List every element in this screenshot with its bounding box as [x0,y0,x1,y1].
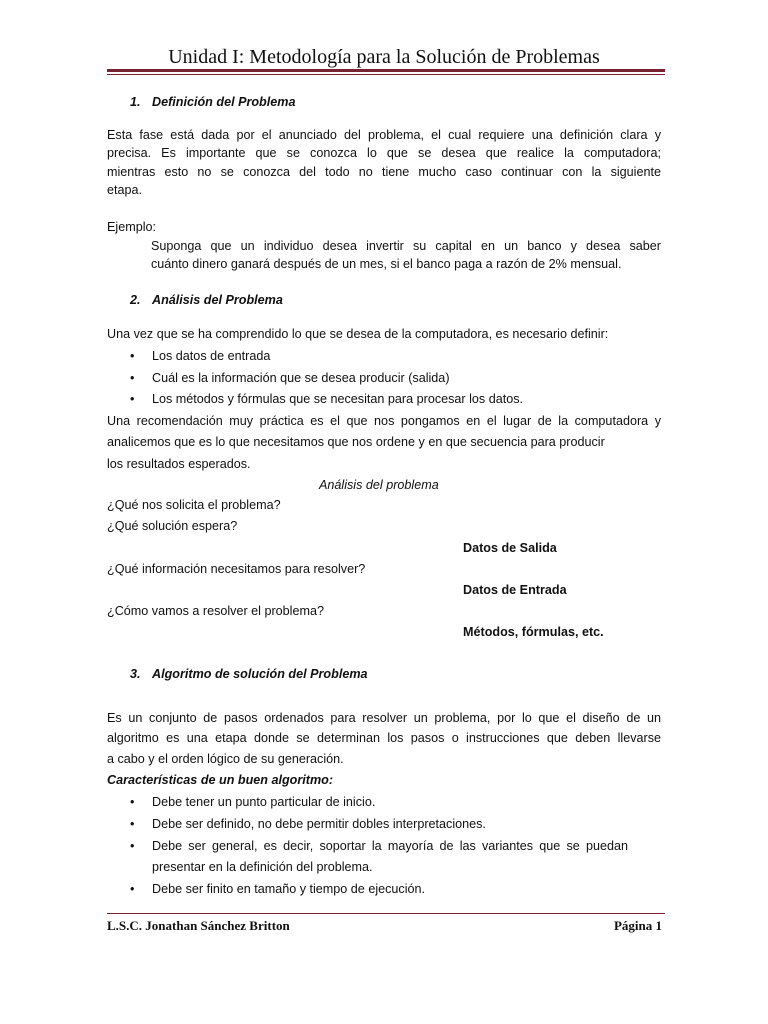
bullet-dot: • [130,839,135,853]
analysis-question: ¿Cómo vamos a resolver el problema? [107,604,324,618]
bullet-dot: • [130,371,135,385]
analysis-answer: Datos de Salida [463,541,557,555]
section3-para-line: Es un conjunto de pasos ordenados para resolver un problema, por lo que el diseño de un [107,711,661,725]
characteristics-title: Características de un buen algoritmo: [107,773,334,787]
list-item: Debe tener un punto particular de inicio. [152,795,376,809]
list-item: Cuál es la información que se desea producir (salida) [152,371,450,385]
header-rule-thick [107,69,665,72]
recommendation-line: los resultados esperados. [107,457,251,471]
example-label: Ejemplo: [107,220,156,234]
analysis-question: ¿Qué nos solicita el problema? [107,498,281,512]
list-item: Debe ser definido, no debe permitir dobles interpretaciones. [152,817,486,831]
analysis-answer: Métodos, fórmulas, etc. [463,625,604,639]
example-line: cuánto dinero ganará después de un mes, si el banco paga a razón de 2% mensual. [151,257,622,271]
section3-title: Algoritmo de solución del Problema [152,667,368,681]
list-item: Los métodos y fórmulas que se necesitan para procesar los datos. [152,392,524,406]
section1-title: Definición del Problema [152,95,296,109]
section3-para-line: a cabo y el orden lógico de su generación. [107,752,344,766]
section1-para-line: mientras esto no se conozca del todo no tiene mucho caso continuar con la siguiente [107,165,661,179]
page-header-title: Unidad I: Metodología para la Solución de Problemas [168,46,600,68]
list-item: Debe ser general, es decir, soportar la mayoría de las variantes que se puedan [152,839,628,853]
section1-para-line: precisa. Es importante que se conozca lo que se desea que realice la computadora; [107,146,661,160]
list-item-continuation: presentar en la definición del problema. [152,860,373,874]
section3-number: 3. [130,667,141,681]
bullet-dot: • [130,817,135,831]
analysis-answer: Datos de Entrada [463,583,567,597]
section2-intro: Una vez que se ha comprendido lo que se desea de la computadora, es necesario definir: [107,327,609,341]
list-item: Los datos de entrada [152,349,271,363]
section2-number: 2. [130,293,141,307]
bullet-dot: • [130,392,135,406]
section3-para-line: algoritmo es una etapa donde se determinan los pasos o instrucciones que deben llevarse [107,731,661,745]
example-line: Suponga que un individuo desea invertir su capital en un banco y desea saber [151,239,661,253]
bullet-dot: • [130,349,135,363]
header-rule-thin [107,74,665,75]
recommendation-line: Una recomendación muy práctica es el que nos pongamos en el lugar de la computadora y [107,414,661,428]
section2-title: Análisis del Problema [152,293,283,307]
analysis-question: ¿Qué información necesitamos para resolver? [107,562,366,576]
section1-para-line: Esta fase está dada por el anunciado del problema, el cual requiere una definición clara y [107,128,661,142]
footer-page-number: Página 1 [613,918,662,933]
bullet-dot: • [130,882,135,896]
section1-number: 1. [130,95,141,109]
bullet-dot: • [130,795,135,809]
analysis-question: ¿Qué solución espera? [107,519,238,533]
footer-rule [107,913,665,914]
analysis-caption: Análisis del problema [319,478,439,492]
section1-para-line: etapa. [107,183,143,197]
footer-author: L.S.C. Jonathan Sánchez Britton [107,918,290,933]
recommendation-line: analicemos que es lo que necesitamos que nos ordene y en que secuencia para producir [107,435,605,449]
list-item: Debe ser finito en tamaño y tiempo de ejecución. [152,882,426,896]
